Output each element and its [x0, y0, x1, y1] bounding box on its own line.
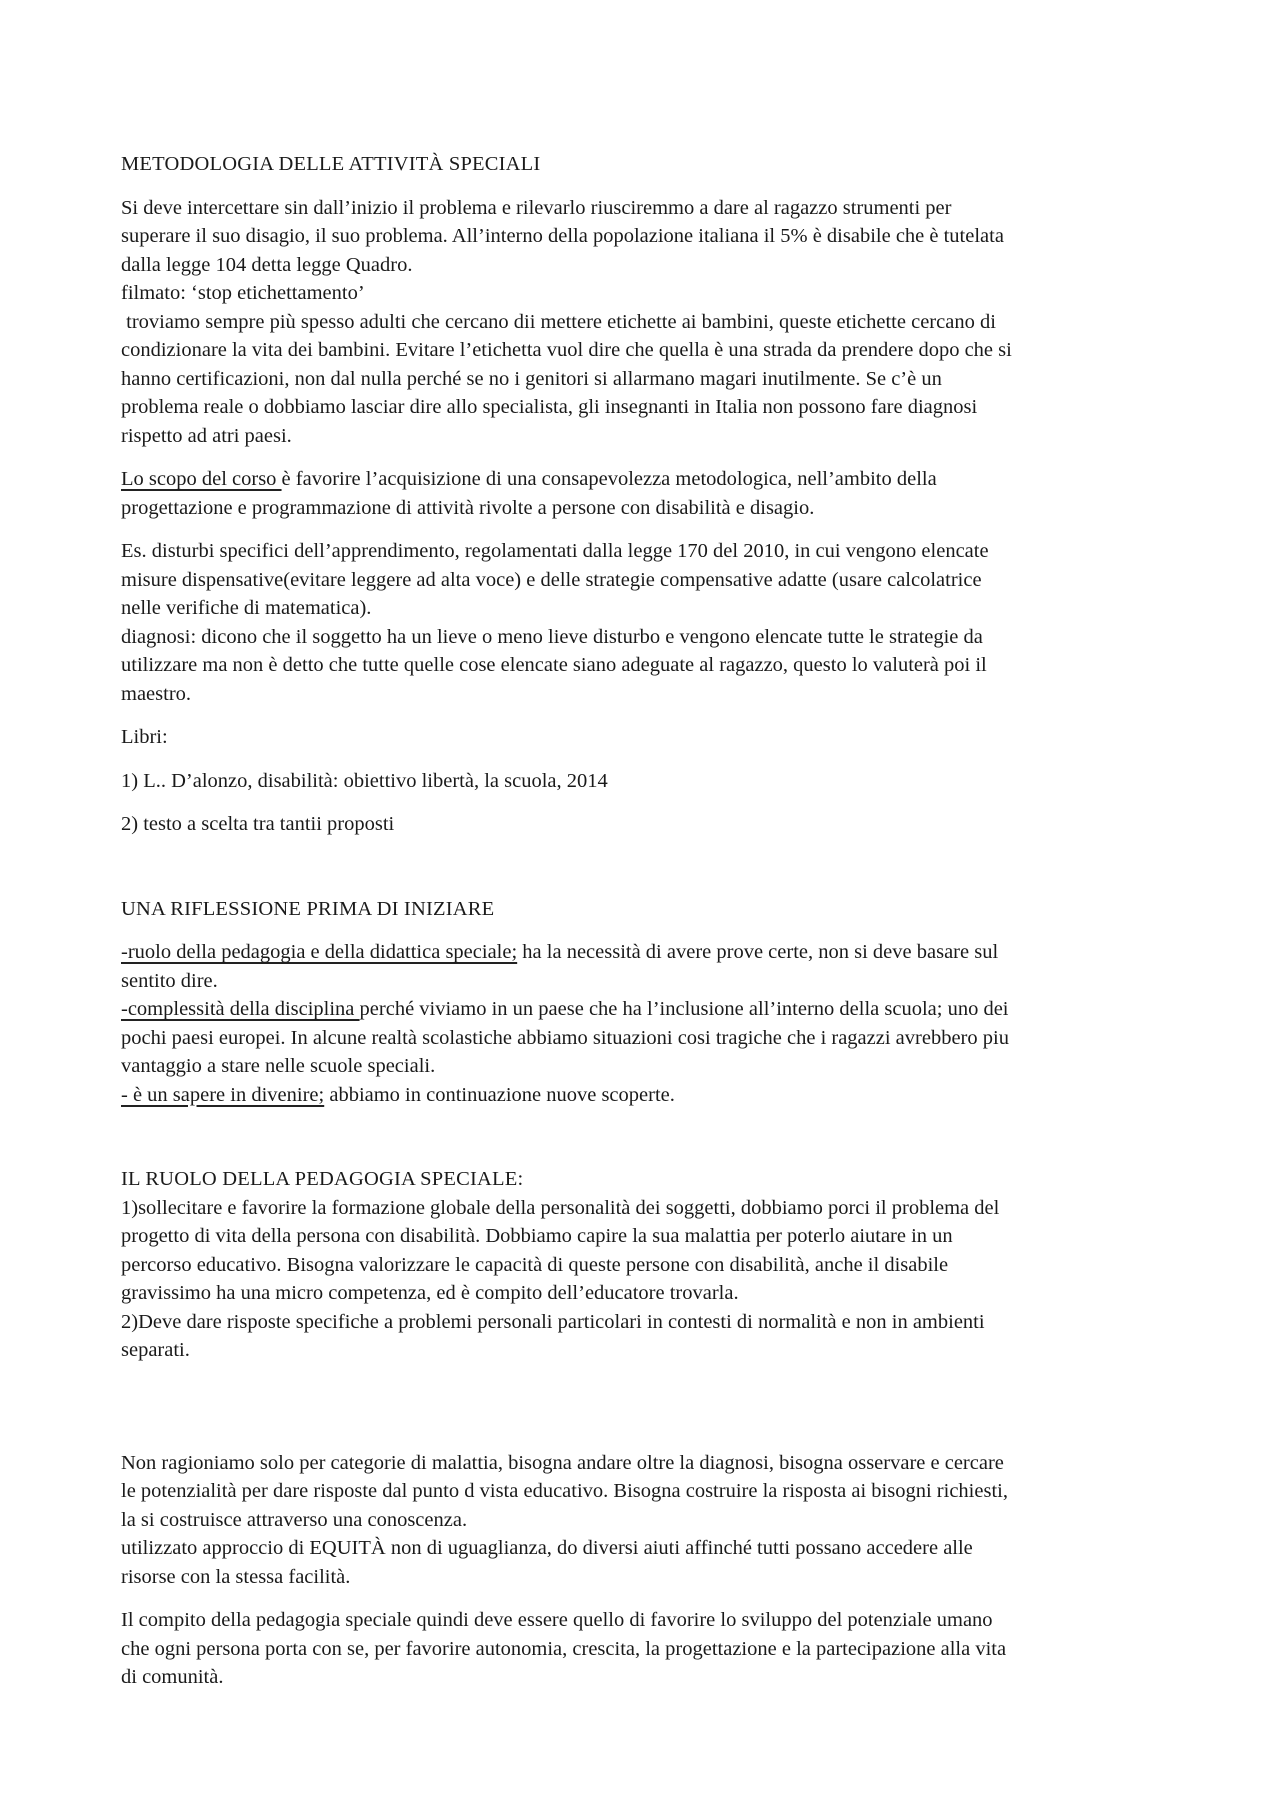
- text-span: abbiamo in continuazione nuove scoperte.: [324, 1083, 675, 1106]
- text-line: di comunità.: [121, 1666, 224, 1688]
- text-line: risorse con la stessa facilità.: [121, 1565, 351, 1588]
- underlined-phrase: Lo scopo del corso: [121, 468, 282, 490]
- text-line: [121, 938, 1171, 967]
- text-line: superare il suo disagio, il suo problema. All’interno della popolazione italiana il 5% è disabile che è tutelata: [121, 225, 1004, 247]
- text-line: le potenzialità per dare risposte dal punto d vista educativo. Bisogna costruire la risposta ai bisogni richiesti,: [121, 1480, 1008, 1502]
- underlined-phrase: -ruolo della pedagogia e della didattica speciale;: [121, 941, 518, 963]
- text-line: che ogni persona porta con se, per favorire autonomia, crescita, la progettazione e la partecipazione alla vita: [121, 1637, 1007, 1660]
- text-line: pochi paesi europei. In alcune realtà scolastiche abbiamo situazioni cosi tragiche che i ragazzi avrebbero piu: [121, 1026, 1009, 1049]
- text-line: progettazione e programmazione di attività rivolte a persone con disabilità e disagio.: [121, 496, 815, 519]
- text-line: separati.: [121, 1339, 190, 1361]
- text-line: dalla legge 104 detta legge Quadro.: [121, 253, 413, 276]
- document-title: METODOLOGIA DELLE ATTIVITÀ SPECIALI: [121, 153, 541, 175]
- text-line: troviamo sempre più spesso adulti che cercano dii mettere etichette ai bambini, queste etichette cercano di: [121, 310, 996, 333]
- text-line: la si costruisce attraverso una conoscenza.: [121, 1508, 468, 1531]
- text-line: [121, 1081, 1171, 1110]
- role-heading: IL RUOLO DELLA PEDAGOGIA SPECIALE:: [121, 1168, 524, 1190]
- text-line: 1)sollecitare e favorire la formazione globale della personalità dei soggetti, dobbiamo porci il problema del: [121, 1196, 1000, 1219]
- role-paragraph: [121, 1194, 1171, 1365]
- text-span: è favorire l’acquisizione di una consapevolezza metodologica, nell’ambito della: [281, 468, 937, 490]
- book-item: 2) testo a scelta tra tantii proposti: [121, 813, 395, 835]
- text-line: problema reale o dobbiamo lasciar dire allo specialista, gli insegnanti in Italia non possono fare diagnosi: [121, 396, 978, 418]
- text-line: Non ragioniamo solo per categorie di malattia, bisogna andare oltre la diagnosi, bisogna osservare e cercare: [121, 1451, 1004, 1474]
- text-line: [121, 995, 1171, 1024]
- text-line: nelle verifiche di matematica).: [121, 597, 372, 619]
- text-line: Si deve intercettare sin dall’inizio il problema e rilevarlo riusciremmo a dare al ragazzo strumenti per: [121, 196, 952, 219]
- text-span: ha la necessità di avere prove certe, non si deve basare sul: [517, 941, 999, 963]
- book-item: 1) L.. D’alonzo, disabilità: obiettivo libertà, la scuola, 2014: [121, 769, 608, 792]
- text-line: sentito dire.: [121, 969, 218, 992]
- text-line: percorso educativo. Bisogna valorizzare le capacità di queste persone con disabilità, anche il disabile: [121, 1253, 949, 1276]
- text-line: vantaggio a stare nelle scuole speciali.: [121, 1055, 436, 1077]
- underlined-phrase: - è un sapere in divenire;: [121, 1083, 325, 1106]
- text-span: perché viviamo in un paese che ha l’inclusione all’interno della scuola; uno dei: [359, 998, 1009, 1020]
- intro-paragraph: [121, 194, 1171, 451]
- text-line: hanno certificazioni, non dal nulla perché se no i genitori si allarmano magari inutilmente. Se c’è un: [121, 367, 942, 390]
- text-line: utilizzare ma non è detto che tutte quelle cose elencate siano adeguate al ragazzo, questo lo valuterà poi il: [121, 654, 987, 676]
- text-line: misure dispensative(evitare leggere ad alta voce) e delle strategie compensative adatte (usare calcolatrice: [121, 568, 982, 591]
- text-line: Il compito della pedagogia speciale quindi deve essere quello di favorire lo sviluppo del potenziale umano: [121, 1609, 993, 1631]
- scope-paragraph: [121, 465, 1171, 522]
- reflection-list: [121, 938, 1171, 1109]
- text-line: condizionare la vita dei bambini. Evitare l’etichetta vuol dire che quella è una strada da prendere dopo che si: [121, 339, 1012, 361]
- underlined-phrase: -complessità della disciplina: [121, 998, 360, 1020]
- text-line: Es. disturbi specifici dell’apprendimento, regolamentati dalla legge 170 del 2010, in cui vengono elencate: [121, 540, 989, 562]
- text-line: progetto di vita della persona con disabilità. Dobbiamo capire la sua malattia per poterlo aiutare in un: [121, 1225, 953, 1247]
- filmato-line: filmato: ‘stop etichettamento’: [121, 282, 365, 304]
- final-paragraph: [121, 1606, 1171, 1692]
- closing-paragraph: [121, 1449, 1171, 1592]
- text-line: utilizzato approccio di EQUITÀ non di uguaglianza, do diversi aiuti affinché tutti possano accedere alle: [121, 1537, 973, 1559]
- reflection-heading: UNA RIFLESSIONE PRIMA DI INIZIARE: [121, 897, 495, 920]
- text-line: maestro.: [121, 682, 192, 705]
- document-page: [121, 150, 1171, 1692]
- text-line: [121, 465, 1171, 494]
- text-line: diagnosi: dicono che il soggetto ha un lieve o meno lieve disturbo e vengono elencate tutte le strategie da: [121, 625, 983, 648]
- example-paragraph: [121, 537, 1171, 708]
- text-line: 2)Deve dare risposte specifiche a problemi personali particolari in contesti di normalità e non in ambienti: [121, 1310, 985, 1333]
- text-line: rispetto ad atri paesi.: [121, 424, 292, 447]
- text-line: gravissimo ha una micro competenza, ed è compito dell’educatore trovarla.: [121, 1282, 739, 1304]
- books-label: Libri:: [121, 726, 168, 748]
